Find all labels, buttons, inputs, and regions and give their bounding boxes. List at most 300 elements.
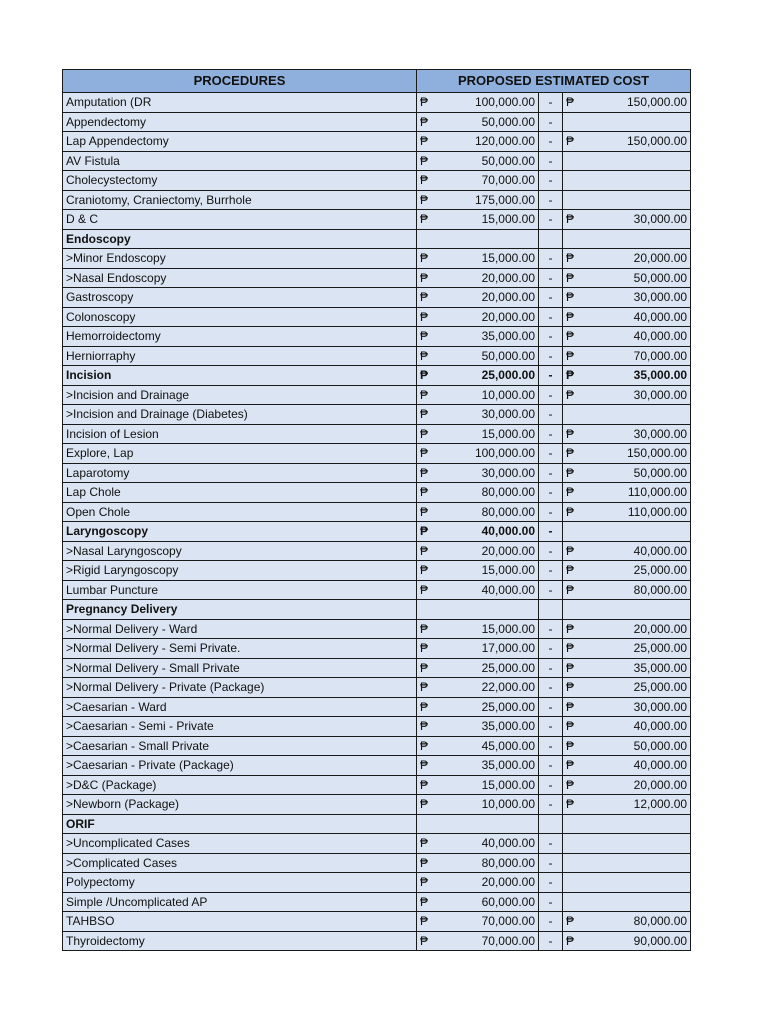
range-dash: -: [539, 658, 563, 678]
currency-symbol: ₱: [563, 327, 577, 347]
max-cost: 150,000.00: [577, 93, 691, 113]
max-cost: 20,000.00: [577, 249, 691, 269]
currency-symbol: [563, 522, 577, 542]
currency-symbol: ₱: [417, 346, 431, 366]
max-cost: [577, 814, 691, 834]
currency-symbol: ₱: [563, 795, 577, 815]
procedure-name: >Normal Delivery - Small Private: [63, 658, 417, 678]
table-row: [63, 210, 691, 230]
currency-symbol: ₱: [563, 132, 577, 152]
currency-symbol: ₱: [563, 756, 577, 776]
max-cost: [577, 229, 691, 249]
currency-symbol: ₱: [417, 327, 431, 347]
min-cost: 15,000.00: [431, 424, 539, 444]
min-cost: 70,000.00: [431, 931, 539, 951]
procedure-name: >Incision and Drainage: [63, 385, 417, 405]
currency-symbol: ₱: [563, 697, 577, 717]
currency-symbol: [563, 853, 577, 873]
max-cost: 150,000.00: [577, 444, 691, 464]
max-cost: 25,000.00: [577, 639, 691, 659]
range-dash: -: [539, 775, 563, 795]
min-cost: 15,000.00: [431, 249, 539, 269]
range-dash: -: [539, 346, 563, 366]
range-dash: -: [539, 151, 563, 171]
table-row: [63, 171, 691, 191]
table-row: [63, 561, 691, 581]
currency-symbol: ₱: [563, 639, 577, 659]
table-row: [63, 483, 691, 503]
table-row: [63, 678, 691, 698]
min-cost: 20,000.00: [431, 288, 539, 308]
min-cost: 17,000.00: [431, 639, 539, 659]
procedure-name: Craniotomy, Craniectomy, Burrhole: [63, 190, 417, 210]
currency-symbol: ₱: [417, 463, 431, 483]
table-row: [63, 307, 691, 327]
range-dash: -: [539, 717, 563, 737]
procedure-name: Colonoscopy: [63, 307, 417, 327]
range-dash: -: [539, 678, 563, 698]
min-cost: 35,000.00: [431, 717, 539, 737]
currency-symbol: ₱: [417, 795, 431, 815]
currency-symbol: ₱: [563, 210, 577, 230]
max-cost: 110,000.00: [577, 483, 691, 503]
currency-symbol: ₱: [417, 307, 431, 327]
table-row: [63, 912, 691, 932]
table-row: [63, 424, 691, 444]
currency-symbol: ₱: [563, 366, 577, 386]
range-dash: -: [539, 834, 563, 854]
procedure-name: Thyroidectomy: [63, 931, 417, 951]
currency-symbol: ₱: [417, 736, 431, 756]
procedure-name: Laryngoscopy: [63, 522, 417, 542]
procedure-name: Gastroscopy: [63, 288, 417, 308]
max-cost: 40,000.00: [577, 541, 691, 561]
currency-symbol: [563, 151, 577, 171]
procedure-name: >Caesarian - Private (Package): [63, 756, 417, 776]
procedure-name: Lumbar Puncture: [63, 580, 417, 600]
max-cost: [577, 405, 691, 425]
table-row: [63, 463, 691, 483]
max-cost: 40,000.00: [577, 327, 691, 347]
max-cost: [577, 892, 691, 912]
currency-symbol: ₱: [563, 678, 577, 698]
range-dash: -: [539, 171, 563, 191]
range-dash: -: [539, 619, 563, 639]
max-cost: 35,000.00: [577, 658, 691, 678]
currency-symbol: ₱: [563, 658, 577, 678]
currency-symbol: ₱: [417, 112, 431, 132]
table-row: [63, 697, 691, 717]
min-cost: 25,000.00: [431, 366, 539, 386]
currency-symbol: ₱: [417, 775, 431, 795]
procedure-name: >Caesarian - Small Private: [63, 736, 417, 756]
max-cost: [577, 853, 691, 873]
table-row: [63, 756, 691, 776]
currency-symbol: ₱: [417, 366, 431, 386]
procedure-name: TAHBSO: [63, 912, 417, 932]
table-row: [63, 639, 691, 659]
max-cost: 35,000.00: [577, 366, 691, 386]
max-cost: 25,000.00: [577, 678, 691, 698]
min-cost: 15,000.00: [431, 210, 539, 230]
range-dash: -: [539, 522, 563, 542]
table-row: [63, 268, 691, 288]
range-dash: -: [539, 210, 563, 230]
currency-symbol: ₱: [417, 385, 431, 405]
procedure-name: Pregnancy Delivery: [63, 600, 417, 620]
max-cost: 30,000.00: [577, 697, 691, 717]
currency-symbol: [417, 229, 431, 249]
max-cost: 70,000.00: [577, 346, 691, 366]
procedure-name: >Minor Endoscopy: [63, 249, 417, 269]
max-cost: 30,000.00: [577, 424, 691, 444]
min-cost: 60,000.00: [431, 892, 539, 912]
category-row: [63, 229, 691, 249]
currency-symbol: [563, 873, 577, 893]
table-row: [63, 853, 691, 873]
currency-symbol: ₱: [417, 483, 431, 503]
min-cost: 30,000.00: [431, 463, 539, 483]
max-cost: 90,000.00: [577, 931, 691, 951]
currency-symbol: ₱: [417, 834, 431, 854]
currency-symbol: ₱: [417, 132, 431, 152]
max-cost: 50,000.00: [577, 736, 691, 756]
currency-symbol: ₱: [417, 249, 431, 269]
procedure-name: Endoscopy: [63, 229, 417, 249]
range-dash: -: [539, 424, 563, 444]
currency-symbol: ₱: [417, 639, 431, 659]
procedure-name: Appendectomy: [63, 112, 417, 132]
currency-symbol: ₱: [417, 912, 431, 932]
procedure-name: Polypectomy: [63, 873, 417, 893]
max-cost: [577, 873, 691, 893]
table-row: [63, 249, 691, 269]
currency-symbol: ₱: [563, 249, 577, 269]
min-cost: 40,000.00: [431, 522, 539, 542]
table-row: [63, 327, 691, 347]
min-cost: 40,000.00: [431, 580, 539, 600]
procedure-name: Hemorroidectomy: [63, 327, 417, 347]
min-cost: 20,000.00: [431, 268, 539, 288]
currency-symbol: ₱: [417, 619, 431, 639]
min-cost: 100,000.00: [431, 93, 539, 113]
currency-symbol: [563, 892, 577, 912]
currency-symbol: ₱: [563, 502, 577, 522]
range-dash: -: [539, 502, 563, 522]
currency-symbol: ₱: [563, 444, 577, 464]
min-cost: 80,000.00: [431, 483, 539, 503]
currency-symbol: ₱: [417, 541, 431, 561]
currency-symbol: ₱: [563, 717, 577, 737]
currency-symbol: ₱: [417, 678, 431, 698]
max-cost: 20,000.00: [577, 619, 691, 639]
range-dash: [539, 600, 563, 620]
procedure-name: >Caesarian - Semi - Private: [63, 717, 417, 737]
currency-symbol: ₱: [417, 405, 431, 425]
table-row: [63, 775, 691, 795]
max-cost: 40,000.00: [577, 307, 691, 327]
currency-symbol: [417, 600, 431, 620]
currency-symbol: ₱: [417, 658, 431, 678]
procedure-name: Incision of Lesion: [63, 424, 417, 444]
table-row: [63, 346, 691, 366]
procedure-name: >Newborn (Package): [63, 795, 417, 815]
max-cost: 110,000.00: [577, 502, 691, 522]
currency-symbol: ₱: [417, 561, 431, 581]
range-dash: -: [539, 190, 563, 210]
range-dash: -: [539, 756, 563, 776]
currency-symbol: [417, 814, 431, 834]
max-cost: 20,000.00: [577, 775, 691, 795]
procedure-name: Simple /Uncomplicated AP: [63, 892, 417, 912]
max-cost: 30,000.00: [577, 385, 691, 405]
currency-symbol: [563, 229, 577, 249]
procedure-name: Amputation (DR: [63, 93, 417, 113]
procedure-name: >Uncomplicated Cases: [63, 834, 417, 854]
procedure-name: >Rigid Laryngoscopy: [63, 561, 417, 581]
min-cost: 50,000.00: [431, 346, 539, 366]
min-cost: 80,000.00: [431, 853, 539, 873]
min-cost: 50,000.00: [431, 151, 539, 171]
currency-symbol: ₱: [563, 931, 577, 951]
table-row: [63, 834, 691, 854]
min-cost: 20,000.00: [431, 541, 539, 561]
max-cost: 80,000.00: [577, 912, 691, 932]
currency-symbol: ₱: [417, 151, 431, 171]
min-cost: 35,000.00: [431, 756, 539, 776]
currency-symbol: ₱: [563, 912, 577, 932]
currency-symbol: [563, 190, 577, 210]
range-dash: -: [539, 580, 563, 600]
max-cost: 12,000.00: [577, 795, 691, 815]
procedure-name: >Normal Delivery - Private (Package): [63, 678, 417, 698]
range-dash: -: [539, 307, 563, 327]
min-cost: 10,000.00: [431, 795, 539, 815]
currency-symbol: ₱: [417, 892, 431, 912]
proposed-cost-header: PROPOSED ESTIMATED COST: [417, 70, 691, 93]
currency-symbol: ₱: [417, 444, 431, 464]
category-row: [63, 366, 691, 386]
range-dash: -: [539, 639, 563, 659]
min-cost: 120,000.00: [431, 132, 539, 152]
min-cost: 15,000.00: [431, 561, 539, 581]
max-cost: 80,000.00: [577, 580, 691, 600]
table-row: [63, 892, 691, 912]
range-dash: -: [539, 132, 563, 152]
currency-symbol: ₱: [563, 346, 577, 366]
currency-symbol: ₱: [563, 580, 577, 600]
table-row: [63, 541, 691, 561]
table-row: [63, 444, 691, 464]
procedure-name: AV Fistula: [63, 151, 417, 171]
currency-symbol: [563, 405, 577, 425]
min-cost: 70,000.00: [431, 171, 539, 191]
min-cost: 25,000.00: [431, 658, 539, 678]
currency-symbol: ₱: [563, 775, 577, 795]
procedure-name: Herniorraphy: [63, 346, 417, 366]
table-row: [63, 190, 691, 210]
currency-symbol: ₱: [417, 288, 431, 308]
currency-symbol: ₱: [563, 619, 577, 639]
table-row: [63, 405, 691, 425]
range-dash: -: [539, 112, 563, 132]
table-row: [63, 93, 691, 113]
range-dash: -: [539, 912, 563, 932]
table-row: [63, 795, 691, 815]
min-cost: 100,000.00: [431, 444, 539, 464]
currency-symbol: ₱: [563, 541, 577, 561]
range-dash: -: [539, 366, 563, 386]
range-dash: -: [539, 853, 563, 873]
table-row: [63, 112, 691, 132]
min-cost: 40,000.00: [431, 834, 539, 854]
currency-symbol: ₱: [417, 424, 431, 444]
max-cost: 50,000.00: [577, 463, 691, 483]
max-cost: 40,000.00: [577, 717, 691, 737]
currency-symbol: ₱: [417, 522, 431, 542]
range-dash: [539, 229, 563, 249]
procedure-name: Lap Appendectomy: [63, 132, 417, 152]
table-row: [63, 873, 691, 893]
procedure-name: >Normal Delivery - Semi Private.: [63, 639, 417, 659]
max-cost: [577, 600, 691, 620]
table-row: [63, 580, 691, 600]
range-dash: -: [539, 327, 563, 347]
currency-symbol: ₱: [563, 385, 577, 405]
currency-symbol: ₱: [417, 717, 431, 737]
table-row: [63, 151, 691, 171]
table-row: [63, 736, 691, 756]
range-dash: -: [539, 288, 563, 308]
currency-symbol: ₱: [417, 756, 431, 776]
currency-symbol: ₱: [563, 483, 577, 503]
table-row: [63, 658, 691, 678]
currency-symbol: ₱: [563, 268, 577, 288]
table-row: [63, 288, 691, 308]
currency-symbol: ₱: [417, 580, 431, 600]
range-dash: -: [539, 463, 563, 483]
table-row: [63, 385, 691, 405]
procedures-header: PROCEDURES: [63, 70, 417, 93]
procedure-name: >Nasal Endoscopy: [63, 268, 417, 288]
currency-symbol: ₱: [563, 736, 577, 756]
min-cost: 70,000.00: [431, 912, 539, 932]
min-cost: 175,000.00: [431, 190, 539, 210]
max-cost: 30,000.00: [577, 288, 691, 308]
range-dash: -: [539, 795, 563, 815]
procedure-name: >Incision and Drainage (Diabetes): [63, 405, 417, 425]
range-dash: -: [539, 483, 563, 503]
currency-symbol: ₱: [417, 931, 431, 951]
max-cost: [577, 171, 691, 191]
currency-symbol: ₱: [563, 463, 577, 483]
procedure-name: Laparotomy: [63, 463, 417, 483]
range-dash: -: [539, 268, 563, 288]
category-row: [63, 600, 691, 620]
procedure-name: >Complicated Cases: [63, 853, 417, 873]
currency-symbol: ₱: [563, 288, 577, 308]
max-cost: [577, 112, 691, 132]
currency-symbol: ₱: [417, 268, 431, 288]
currency-symbol: [563, 600, 577, 620]
max-cost: 40,000.00: [577, 756, 691, 776]
range-dash: [539, 814, 563, 834]
range-dash: -: [539, 736, 563, 756]
range-dash: -: [539, 444, 563, 464]
procedure-name: >D&C (Package): [63, 775, 417, 795]
max-cost: 25,000.00: [577, 561, 691, 581]
range-dash: -: [539, 385, 563, 405]
category-row: [63, 814, 691, 834]
table-row: [63, 619, 691, 639]
currency-symbol: [563, 171, 577, 191]
currency-symbol: ₱: [563, 93, 577, 113]
procedure-cost-table: [62, 69, 691, 951]
procedure-name: D & C: [63, 210, 417, 230]
min-cost: 45,000.00: [431, 736, 539, 756]
procedure-name: >Nasal Laryngoscopy: [63, 541, 417, 561]
max-cost: [577, 190, 691, 210]
range-dash: -: [539, 873, 563, 893]
min-cost: [431, 229, 539, 249]
table-header-row: [63, 70, 691, 93]
range-dash: -: [539, 697, 563, 717]
currency-symbol: ₱: [563, 307, 577, 327]
currency-symbol: [563, 814, 577, 834]
table-row: [63, 132, 691, 152]
procedure-name: >Normal Delivery - Ward: [63, 619, 417, 639]
max-cost: 150,000.00: [577, 132, 691, 152]
min-cost: 20,000.00: [431, 873, 539, 893]
min-cost: 22,000.00: [431, 678, 539, 698]
min-cost: [431, 814, 539, 834]
min-cost: 80,000.00: [431, 502, 539, 522]
procedure-name: >Caesarian - Ward: [63, 697, 417, 717]
range-dash: -: [539, 249, 563, 269]
range-dash: -: [539, 892, 563, 912]
procedure-name: Lap Chole: [63, 483, 417, 503]
table-row: [63, 717, 691, 737]
max-cost: [577, 834, 691, 854]
currency-symbol: ₱: [417, 873, 431, 893]
currency-symbol: ₱: [563, 424, 577, 444]
procedure-name: ORIF: [63, 814, 417, 834]
currency-symbol: ₱: [563, 561, 577, 581]
range-dash: -: [539, 541, 563, 561]
table-row: [63, 931, 691, 951]
min-cost: [431, 600, 539, 620]
table-row: [63, 502, 691, 522]
procedure-name: Explore, Lap: [63, 444, 417, 464]
min-cost: 15,000.00: [431, 619, 539, 639]
min-cost: 10,000.00: [431, 385, 539, 405]
min-cost: 15,000.00: [431, 775, 539, 795]
currency-symbol: ₱: [417, 171, 431, 191]
range-dash: -: [539, 93, 563, 113]
currency-symbol: ₱: [417, 190, 431, 210]
currency-symbol: ₱: [417, 210, 431, 230]
min-cost: 35,000.00: [431, 327, 539, 347]
max-cost: 50,000.00: [577, 268, 691, 288]
currency-symbol: ₱: [417, 853, 431, 873]
min-cost: 25,000.00: [431, 697, 539, 717]
procedure-name: Cholecystectomy: [63, 171, 417, 191]
currency-symbol: [563, 112, 577, 132]
min-cost: 30,000.00: [431, 405, 539, 425]
min-cost: 20,000.00: [431, 307, 539, 327]
currency-symbol: ₱: [417, 697, 431, 717]
procedure-name: Open Chole: [63, 502, 417, 522]
